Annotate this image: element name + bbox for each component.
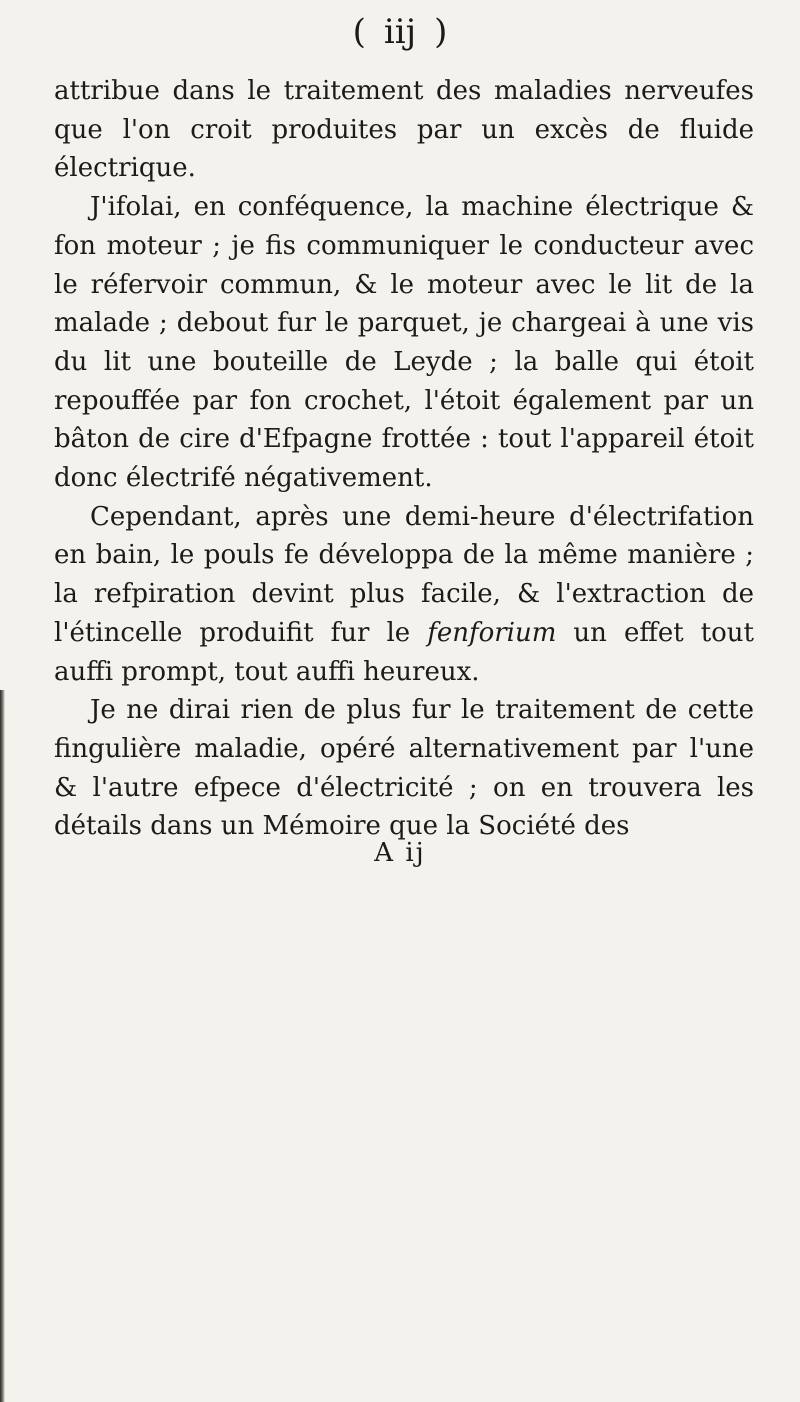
italic-term: fenforium bbox=[427, 617, 557, 648]
paragraph bbox=[54, 498, 754, 692]
paragraph: Je ne dirai rien de plus fur le traitement de cette fingulière maladie, opéré alternativement par l'une & l'autre efpece d'électricité ; on en trouvera les détails dans un Mémoire que la Société des bbox=[54, 695, 754, 842]
paragraph-text: Cependant, après une demi-heure d'électrifation en bain, le pouls fe développa de la même manière ; la refpiration devint plus facile, & l'extraction de l'étincelle produifit fur le bbox=[54, 501, 754, 648]
signature-mark: A ij bbox=[374, 838, 426, 868]
page-edge-shadow bbox=[0, 690, 5, 1402]
page-header bbox=[0, 12, 800, 52]
header-close-paren: ) bbox=[434, 12, 448, 52]
paragraph: J'ifolai, en conféquence, la machine électrique & fon moteur ; je fis communiquer le conducteur avec le réfervoir commun, & le moteur avec le lit de la malade ; debout fur le parquet, je chargeai à une vis du lit une bouteille de Leyde ; la balle qui étoit repouffée par fon crochet, l'étoit également par un bâton de cire d'Efpagne frottée : tout l'appareil étoit donc électrifé négativement. bbox=[54, 192, 754, 494]
header-open-paren: ( bbox=[352, 12, 366, 52]
body-text bbox=[54, 72, 754, 846]
paragraph-text: un effet tout auffi prompt, tout auffi heureux. bbox=[54, 617, 754, 687]
paragraph: attribue dans le traitement des maladies nerveufes que l'on croit produites par un excès de fluide électrique. bbox=[54, 76, 754, 184]
page-number: iij bbox=[383, 12, 417, 52]
